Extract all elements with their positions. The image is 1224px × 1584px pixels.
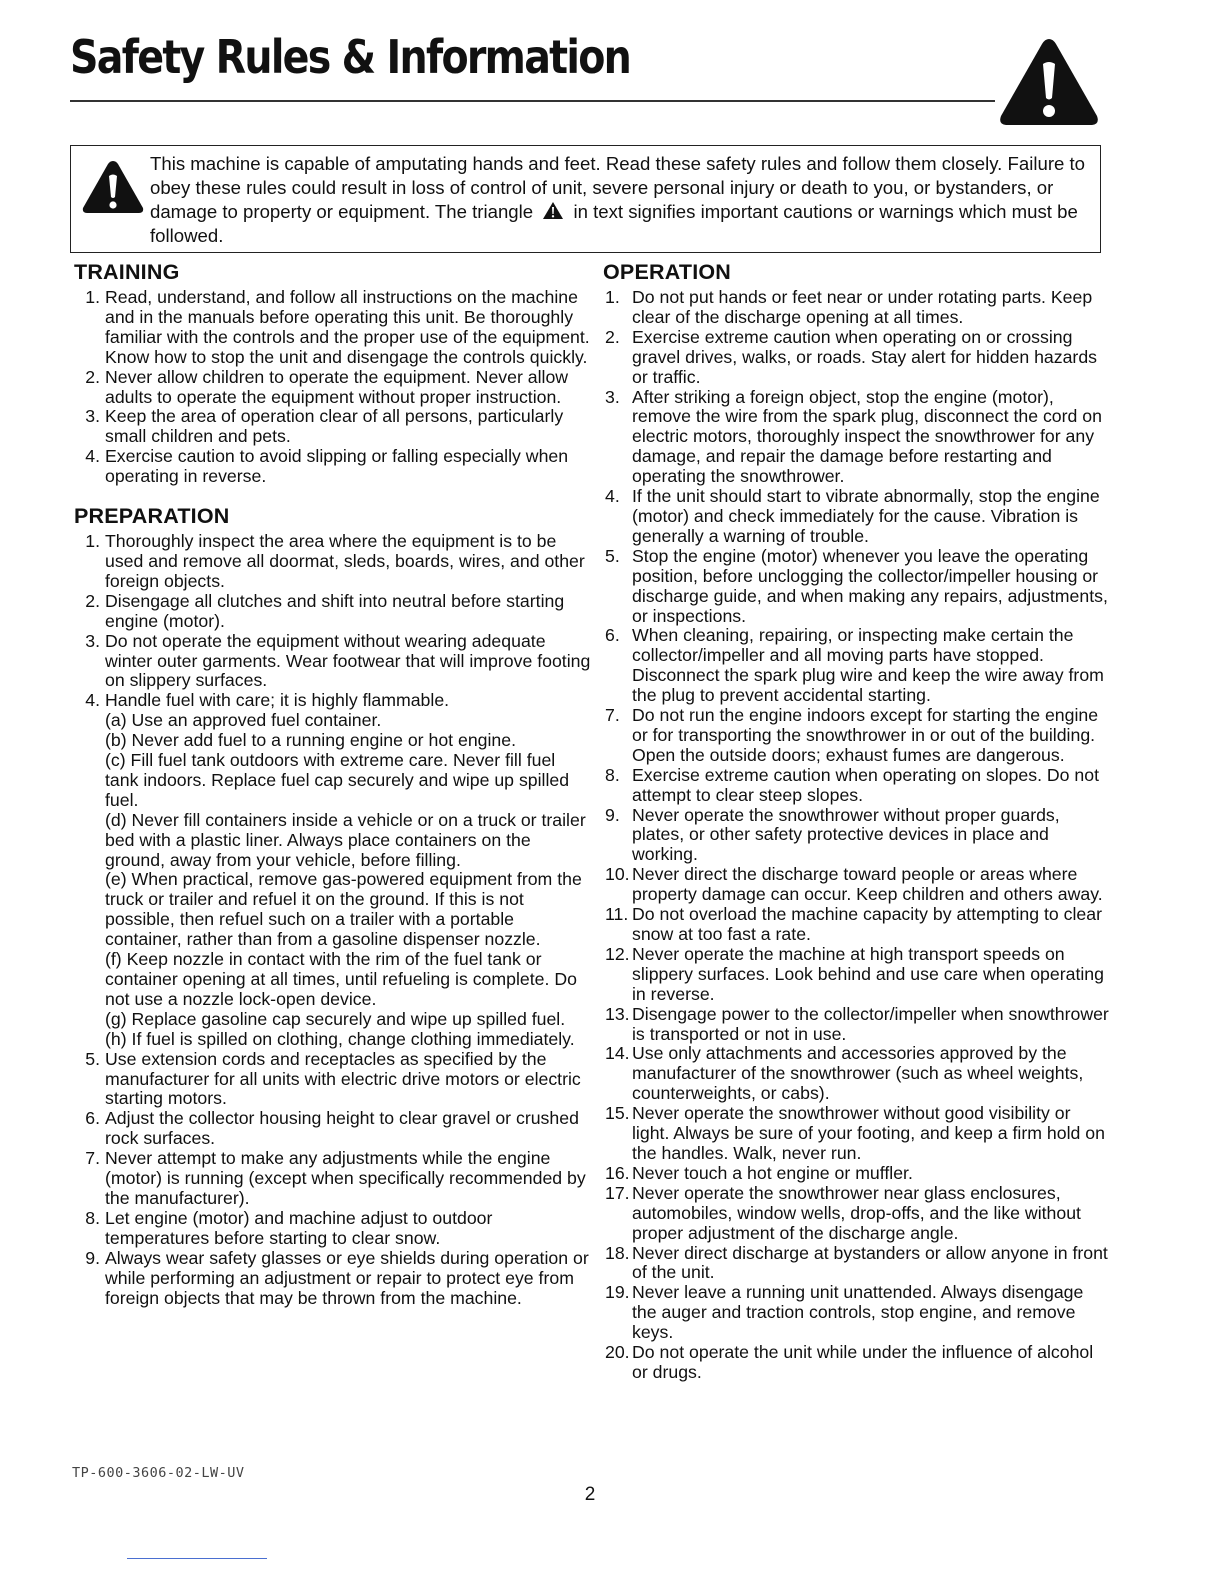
list-item bbox=[72, 1050, 592, 1110]
item-number: 4. bbox=[605, 486, 620, 507]
warning-triangle-icon bbox=[81, 158, 145, 216]
item-text: If the unit should start to vibrate abnormally, stop the engine (motor) and check immediately for the cause. Vibration is generally a warning of trouble. bbox=[632, 486, 1100, 546]
item-number: 14. bbox=[605, 1043, 630, 1064]
item-number: 12. bbox=[605, 943, 630, 964]
item-number: 3. bbox=[85, 630, 100, 651]
list-item bbox=[601, 626, 1111, 706]
item-number: 1. bbox=[605, 287, 620, 307]
item-number: 3. bbox=[85, 406, 100, 427]
item-text: Stop the engine (motor) whenever you leave the operating position, before unclogging the collector/impeller housing or discharge guide, and when making any repairs, adjustments, or inspections. bbox=[632, 545, 1108, 626]
item-number: 5. bbox=[605, 545, 620, 566]
list-item bbox=[72, 1149, 592, 1209]
sub-item: (h) If fuel is spilled on clothing, change clothing immediately. bbox=[105, 1028, 575, 1049]
item-number: 20. bbox=[605, 1342, 630, 1363]
item-number: 4. bbox=[85, 446, 100, 467]
list-item bbox=[601, 1164, 1111, 1184]
list-item bbox=[601, 328, 1111, 388]
list-item bbox=[72, 532, 592, 592]
list-item bbox=[72, 1249, 592, 1309]
item-text: Disengage power to the collector/impeller when snowthrower is transported or not in use. bbox=[632, 1003, 1109, 1044]
list-item bbox=[601, 706, 1111, 766]
list-item bbox=[601, 288, 1111, 328]
warning-triangle-icon bbox=[542, 201, 564, 220]
item-text: Read, understand, and follow all instructions on the machine and in the manuals before operating this unit. Be thoroughly familiar with the controls and the proper use of the equipment. Know how to stop the unit and disengage the controls quickly. bbox=[105, 287, 590, 367]
warning-text-after: in text signifies important cautions or warnings which must be followed. bbox=[150, 201, 1078, 246]
list-item bbox=[72, 691, 592, 1049]
item-text: Keep the area of operation clear of all persons, particularly small children and pets. bbox=[105, 406, 564, 447]
item-number: 10. bbox=[605, 864, 630, 885]
item-number: 8. bbox=[85, 1207, 100, 1228]
preparation-list bbox=[72, 532, 592, 1308]
item-number: 19. bbox=[605, 1282, 630, 1303]
sub-item: (e) When practical, remove gas-powered equipment from the truck or trailer and refuel it on the ground. If this is not possible, then refuel such on a trailer with a portable container, rather than from a gasoline dispenser nozzle. bbox=[105, 869, 582, 950]
item-text: Exercise caution to avoid slipping or falling especially when operating in reverse. bbox=[105, 446, 569, 487]
item-text: Always wear safety glasses or eye shields during operation or while performing an adjustment or repair to protect eye from foreign objects that may be thrown from the machine. bbox=[105, 1247, 589, 1308]
item-text: Do not operate the unit while under the influence of alcohol or drugs. bbox=[632, 1342, 1094, 1382]
warning-text-before: This machine is capable of amputating hands and feet. Read these safety rules and follow them closely. Failure to obey these rules could result in loss of control of unit, severe personal injury or death to you, or bystanders, or damage to property or equipment. The triangle bbox=[150, 153, 1086, 222]
item-number: 2. bbox=[605, 326, 620, 347]
right-column bbox=[601, 258, 1111, 1383]
item-number: 3. bbox=[605, 386, 620, 407]
item-number: 2. bbox=[85, 590, 100, 611]
item-number: 15. bbox=[605, 1103, 630, 1124]
document-code: TP-600-3606-02-LW-UV bbox=[72, 1465, 245, 1481]
list-item bbox=[72, 1209, 592, 1249]
item-text: Never direct discharge at bystanders or allow anyone in front of the unit. bbox=[632, 1242, 1108, 1283]
item-number: 13. bbox=[605, 1003, 630, 1024]
list-item bbox=[601, 388, 1111, 488]
item-text: Handle fuel with care; it is highly flammable. bbox=[105, 690, 450, 711]
item-text: Never direct the discharge toward people or areas where property damage can occur. Keep children and others away. bbox=[632, 864, 1103, 905]
sub-item: (c) Fill fuel tank outdoors with extreme care. Never fill fuel tank indoors. Replace fuel cap securely and wipe up spilled fuel. bbox=[105, 750, 570, 810]
item-text: Never operate the machine at high transport speeds on slippery surfaces. Look behind and use care when operating in reverse. bbox=[632, 943, 1104, 1004]
item-text: Do not overload the machine capacity by attempting to clear snow at too fast a rate. bbox=[632, 904, 1102, 944]
section-heading-training: TRAINING bbox=[74, 260, 180, 284]
sub-item: (a) Use an approved fuel container. bbox=[105, 710, 382, 731]
sub-item: (b) Never add fuel to a running engine or hot engine. bbox=[105, 730, 517, 751]
list-item bbox=[72, 1109, 592, 1149]
sub-item: (d) Never fill containers inside a vehicle or on a truck or trailer bed with a plastic liner. Always place containers on the ground, away from your vehicle, before filling. bbox=[105, 809, 586, 870]
list-item bbox=[601, 1283, 1111, 1343]
list-item bbox=[72, 368, 592, 408]
list-item bbox=[601, 806, 1111, 866]
item-number: 9. bbox=[85, 1247, 100, 1268]
list-item bbox=[601, 487, 1111, 547]
item-text: Let engine (motor) and machine adjust to outdoor temperatures before starting to clear snow. bbox=[105, 1207, 493, 1248]
left-column bbox=[72, 258, 592, 1308]
item-number: 17. bbox=[605, 1182, 630, 1203]
list-item bbox=[72, 592, 592, 632]
item-number: 11. bbox=[605, 904, 629, 925]
list-item bbox=[601, 1044, 1111, 1104]
item-number: 6. bbox=[605, 625, 620, 646]
item-number: 4. bbox=[85, 690, 100, 711]
item-text: Never operate the snowthrower near glass enclosures, automobiles, window wells, drop-offs, and the like without proper adjustment of the discharge angle. bbox=[632, 1182, 1081, 1243]
item-number: 1. bbox=[85, 531, 100, 552]
warning-text bbox=[150, 152, 1095, 248]
item-text: Never operate the snowthrower without proper guards, plates, or other safety protective devices in place and working. bbox=[632, 804, 1060, 865]
item-text: Thoroughly inspect the area where the equipment is to be used and remove all doormat, sleds, boards, wires, and other foreign objects. bbox=[105, 531, 585, 591]
list-item bbox=[601, 766, 1111, 806]
item-number: 7. bbox=[605, 705, 620, 726]
list-item bbox=[601, 1104, 1111, 1164]
footer-line bbox=[127, 1558, 267, 1559]
item-text: Never leave a running unit unattended. Always disengage the auger and traction controls, stop engine, and remove keys. bbox=[632, 1282, 1084, 1343]
item-text: Exercise extreme caution when operating on or crossing gravel drives, walks, or roads. Stay alert for hidden hazards or traffic. bbox=[632, 326, 1098, 387]
list-item bbox=[601, 865, 1111, 905]
page-title: Safety Rules & Information bbox=[70, 30, 631, 84]
list-item bbox=[72, 407, 592, 447]
list-item bbox=[72, 288, 592, 368]
operation-list bbox=[601, 288, 1111, 1383]
item-text: Never attempt to make any adjustments while the engine (motor) is running (except when specifically recommended by the manufacturer). bbox=[105, 1148, 586, 1208]
item-text: Never touch a hot engine or muffler. bbox=[632, 1162, 913, 1183]
item-number: 6. bbox=[85, 1108, 100, 1129]
item-number: 1. bbox=[85, 287, 100, 307]
item-text: Adjust the collector housing height to clear gravel or crushed rock surfaces. bbox=[105, 1108, 579, 1149]
item-number: 5. bbox=[85, 1048, 100, 1069]
item-number: 8. bbox=[605, 764, 620, 785]
item-text: Disengage all clutches and shift into neutral before starting engine (motor). bbox=[105, 590, 565, 631]
title-rule bbox=[70, 100, 995, 102]
training-list bbox=[72, 288, 592, 487]
item-text: Do not operate the equipment without wearing adequate winter outer garments. Wear footwear that will improve footing on slippery surfaces. bbox=[105, 630, 591, 691]
item-number: 9. bbox=[605, 804, 620, 825]
section-heading-operation: OPERATION bbox=[603, 260, 732, 284]
section-heading-preparation: PREPARATION bbox=[74, 504, 230, 529]
warning-triangle-icon bbox=[996, 34, 1102, 130]
item-number: 16. bbox=[605, 1162, 630, 1183]
item-text: Do not run the engine indoors except for starting the engine or for transporting the snowthrower in or out of the building. Open the outside doors; exhaust fumes are dangerous. bbox=[632, 705, 1099, 765]
item-text: Never allow children to operate the equipment. Never allow adults to operate the equipment without proper instruction. bbox=[105, 366, 569, 407]
list-item bbox=[601, 905, 1111, 945]
list-item bbox=[72, 447, 592, 487]
item-text: After striking a foreign object, stop the engine (motor), remove the wire from the spark plug, disconnect the cord on electric motors, thoroughly inspect the snowthrower for any damage, and repair the damage before restarting and operating the snowthrower. bbox=[632, 386, 1102, 487]
item-number: 2. bbox=[85, 366, 100, 387]
item-text: Use extension cords and receptacles as specified by the manufacturer for all units with electric drive motors or electric starting motors. bbox=[105, 1048, 581, 1109]
list-item bbox=[601, 547, 1111, 627]
page-number: 2 bbox=[584, 1484, 596, 1505]
item-number: 7. bbox=[85, 1148, 100, 1169]
item-text: When cleaning, repairing, or inspecting make certain the collector/impeller and all moving parts have stopped. Disconnect the spark plug wire and keep the wire away from the plug to prevent accidental starting. bbox=[632, 625, 1104, 706]
item-text: Never operate the snowthrower without good visibility or light. Always be sure of your footing, and keep a firm hold on the handles. Walk, never run. bbox=[632, 1103, 1105, 1163]
list-item bbox=[72, 632, 592, 692]
list-item bbox=[601, 1005, 1111, 1045]
list-item bbox=[601, 1343, 1111, 1383]
warning-box bbox=[70, 145, 1101, 253]
sub-item: (f) Keep nozzle in contact with the rim of the fuel tank or container opening at all times, until refueling is complete. Do not use a nozzle lock-open device. bbox=[105, 949, 577, 1009]
item-text: Exercise extreme caution when operating on slopes. Do not attempt to clear steep slopes. bbox=[632, 764, 1100, 805]
list-item bbox=[601, 1244, 1111, 1284]
list-item bbox=[601, 945, 1111, 1005]
item-text: Use only attachments and accessories approved by the manufacturer of the snowthrower (such as wheel weights, counterweights, or cabs). bbox=[632, 1043, 1084, 1104]
list-item bbox=[601, 1184, 1111, 1244]
sub-item: (g) Replace gasoline cap securely and wipe up spilled fuel. bbox=[105, 1008, 566, 1029]
item-text: Do not put hands or feet near or under rotating parts. Keep clear of the discharge opening at all times. bbox=[632, 287, 1093, 327]
item-number: 18. bbox=[605, 1242, 630, 1263]
